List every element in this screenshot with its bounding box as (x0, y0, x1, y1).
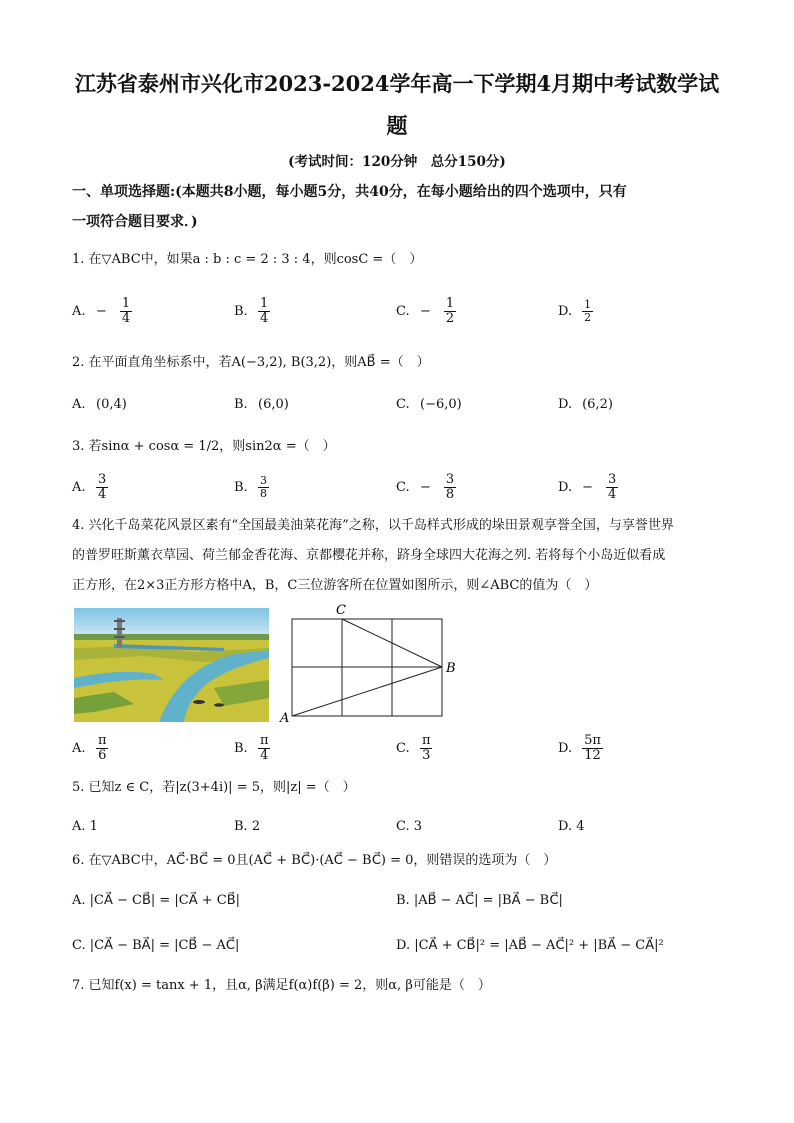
option-d: D. |CA⃗ + CB⃗|² = |AB⃗ − AC⃗|² + |BA⃗ − CA⃗|² (396, 937, 664, 953)
option-c (396, 291, 456, 331)
denominator: 8 (445, 486, 455, 502)
option-label: D. (558, 396, 573, 412)
denominator: 4 (608, 486, 617, 502)
option-label: A. (72, 740, 86, 756)
question-5-stem: 5. 已知z ∈ C，若|z(3+4i)| = 5，则|z| =（ ） (72, 780, 356, 795)
question-4-grid-figure (278, 600, 463, 725)
option-label: C. (396, 396, 410, 412)
denominator: 4 (260, 310, 269, 326)
question-6-stem: 6. 在▽ABC中，AC⃗·BC⃗ = 0且(AC⃗ + BC⃗)·(AC⃗ − BC⃗) = 0，则错误的选项为（ ） (72, 853, 557, 868)
fraction (582, 299, 593, 323)
fraction (120, 297, 132, 325)
option-text: (6,0) (258, 396, 289, 412)
option-c: C. 3 (396, 818, 423, 834)
option-text: (−6,0) (420, 396, 462, 412)
page-title-continued: 题 (386, 113, 408, 138)
option-label: A. (72, 303, 86, 319)
fraction (606, 473, 618, 501)
section-heading-continued: 一项符合题目要求．) (72, 214, 198, 230)
option-a: A. |CA⃗ − CB⃗| = |CA⃗ + CB⃗| (72, 892, 241, 908)
option-b (234, 467, 269, 507)
numerator: 1 (584, 297, 592, 311)
fraction (96, 473, 108, 501)
denominator: 2 (445, 310, 455, 326)
numerator: 3 (445, 471, 455, 487)
option-label: D. (558, 740, 573, 756)
numerator: 3 (608, 471, 617, 487)
option-d (558, 291, 593, 331)
option-label: A. (72, 396, 86, 412)
option-a (72, 384, 127, 424)
question-4-line-3: 正方形，在2×3正方形方格中A，B，C三位游客所在位置如图所示，则∠ABC的值为（ ） (72, 578, 598, 593)
option-text: (6,2) (582, 396, 613, 412)
option-label: C. (396, 303, 410, 319)
fraction (258, 734, 271, 762)
numerator: π (260, 732, 269, 748)
option-b (234, 728, 271, 768)
question-5-options (72, 806, 722, 846)
option-text: (0,4) (96, 396, 127, 412)
fraction (258, 475, 269, 499)
fraction (582, 734, 603, 762)
question-3-options (72, 467, 722, 507)
question-7-stem: 7. 已知f(x) = tanx + 1，且α, β满足f(α)f(β) = 2，则α, β可能是（ ） (72, 978, 491, 993)
point-b-label: B (446, 661, 456, 676)
sign: − (582, 479, 593, 495)
option-d (558, 728, 603, 768)
option-label: B. (234, 396, 248, 412)
numerator: π (98, 732, 107, 748)
sign: − (420, 303, 431, 319)
exam-info: (考试时间：120分钟 总分150分) (288, 154, 506, 170)
option-c (396, 384, 462, 424)
question-2-options (72, 384, 722, 424)
denominator: 3 (422, 747, 431, 763)
option-a (72, 728, 109, 768)
question-4-line-1: 4. 兴化千岛菜花风景区素有“全国最美油菜花海”之称，以千岛样式形成的垛田景观享誉全国，与享誉世界 (72, 518, 674, 533)
option-d: D. 4 (558, 818, 585, 834)
fraction (420, 734, 433, 762)
question-1-options (72, 291, 722, 331)
option-a: A. 1 (72, 818, 98, 834)
option-a (72, 291, 132, 331)
denominator: 4 (260, 747, 269, 763)
page-title: 江苏省泰州市兴化市2023-2024学年高一下学期4月期中考试数学试 (74, 71, 720, 96)
option-a (72, 467, 108, 507)
numerator: 3 (98, 471, 107, 487)
point-c-label: C (336, 603, 346, 618)
question-4-line-2: 的普罗旺斯薰衣草园、荷兰郁金香花海、京都樱花并称，跻身全球四大花海之列. 若将每个小岛近似看成 (72, 548, 666, 563)
option-label: B. (234, 740, 248, 756)
denominator: 8 (260, 486, 267, 500)
question-1-stem: 1. 在▽ABC中，如果a : b : c = 2 : 3 : 4，则cosC =（ ） (72, 252, 423, 267)
fraction (96, 734, 109, 762)
question-6-options-row-1 (72, 880, 722, 920)
numerator: 3 (260, 473, 267, 487)
option-label: A. (72, 479, 86, 495)
numerator: 1 (121, 295, 131, 311)
option-d (558, 467, 618, 507)
option-b (234, 291, 270, 331)
numerator: π (422, 732, 431, 748)
option-c (396, 467, 456, 507)
sign: − (96, 303, 107, 319)
denominator: 4 (98, 486, 107, 502)
question-2-stem: 2. 在平面直角坐标系中，若A(−3,2), B(3,2)，则AB⃗ =（ ） (72, 355, 430, 370)
question-3-stem: 3. 若sinα + cosα = 1/2，则sin2α =（ ） (72, 439, 336, 454)
numerator: 1 (445, 295, 455, 311)
option-label: B. (234, 479, 248, 495)
question-4-options (72, 728, 722, 768)
question-6-options-row-2 (72, 925, 722, 965)
numerator: 5π (584, 732, 601, 748)
point-a-label: A (280, 711, 290, 725)
fraction (444, 297, 456, 325)
option-b (234, 384, 289, 424)
numerator: 1 (260, 295, 269, 311)
fraction (444, 473, 456, 501)
option-label: D. (558, 479, 573, 495)
denominator: 4 (121, 310, 131, 326)
option-b: B. 2 (234, 818, 261, 834)
option-label: B. (234, 303, 248, 319)
option-c (396, 728, 433, 768)
option-c: C. |CA⃗ − BA⃗| = |CB⃗ − AC⃗| (72, 937, 240, 953)
denominator: 6 (98, 747, 107, 763)
rapeseed-field-photo (74, 608, 269, 722)
option-d (558, 384, 613, 424)
option-b: B. |AB⃗ − AC⃗| = |BA⃗ − BC⃗| (396, 892, 563, 908)
option-label: C. (396, 479, 410, 495)
denominator: 12 (584, 747, 601, 763)
fraction (258, 297, 270, 325)
denominator: 2 (584, 310, 592, 324)
option-label: C. (396, 740, 410, 756)
sign: − (420, 479, 431, 495)
option-label: D. (558, 303, 573, 319)
section-heading: 一、单项选择题:(本题共8小题，每小题5分，共40分，在每小题给出的四个选项中，只有 (72, 184, 627, 200)
